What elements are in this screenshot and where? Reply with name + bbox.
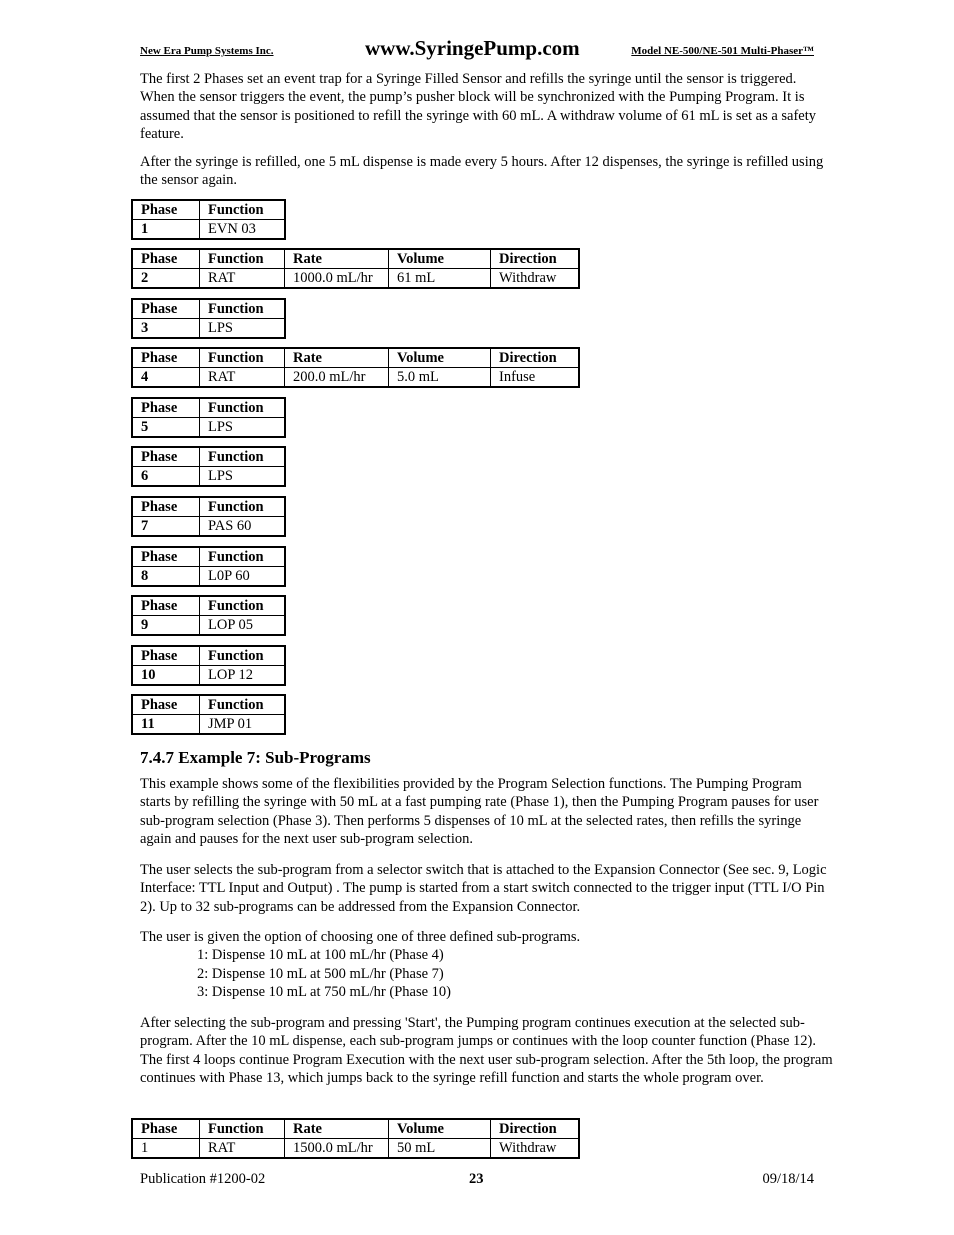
function-value: LOP 05 bbox=[200, 616, 286, 636]
phase-number: 4 bbox=[132, 368, 200, 388]
page-number: 23 bbox=[469, 1171, 484, 1187]
function-header: Function bbox=[200, 200, 286, 220]
function-value: LPS bbox=[200, 418, 286, 438]
table-header-row bbox=[132, 398, 285, 418]
function-header: Function bbox=[200, 596, 286, 616]
phase-header: Phase bbox=[132, 200, 200, 220]
volume-header: Volume bbox=[389, 348, 491, 368]
phase-table-4 bbox=[131, 347, 580, 388]
page-footer bbox=[140, 1171, 814, 1191]
function-value: LPS bbox=[200, 467, 286, 487]
model-name: Model NE-500/NE-501 Multi-Phaser™ bbox=[631, 45, 814, 57]
phase-number: 11 bbox=[132, 715, 200, 735]
function-value: EVN 03 bbox=[200, 220, 286, 240]
table-header-row bbox=[132, 695, 285, 715]
publication-date: 09/18/14 bbox=[762, 1171, 814, 1187]
table-row bbox=[132, 467, 285, 487]
phase-header: Phase bbox=[132, 447, 200, 467]
phase-header: Phase bbox=[132, 596, 200, 616]
rate-value: 1000.0 mL/hr bbox=[285, 269, 389, 289]
table-row bbox=[132, 319, 285, 339]
function-header: Function bbox=[200, 249, 285, 269]
table-header-row bbox=[132, 447, 285, 467]
table-header-row bbox=[132, 497, 285, 517]
function-header: Function bbox=[200, 1119, 285, 1139]
table-row bbox=[132, 567, 285, 587]
direction-header: Direction bbox=[491, 249, 580, 269]
phase-table-3 bbox=[131, 298, 286, 339]
function-header: Function bbox=[200, 348, 285, 368]
publication-number: Publication #1200-02 bbox=[140, 1171, 266, 1187]
function-header: Function bbox=[200, 547, 286, 567]
table-row bbox=[132, 418, 285, 438]
phase-header: Phase bbox=[132, 249, 200, 269]
page-header bbox=[140, 36, 814, 62]
table-header-row bbox=[132, 249, 579, 269]
phase-number: 9 bbox=[132, 616, 200, 636]
phase-table-9 bbox=[131, 595, 286, 636]
phase-number: 1 bbox=[132, 220, 200, 240]
direction-value: Withdraw bbox=[491, 269, 580, 289]
section-heading: 7.4.7 Example 7: Sub-Programs bbox=[140, 748, 371, 767]
list-item: 2: Dispense 10 mL at 500 mL/hr (Phase 7) bbox=[197, 966, 444, 982]
phase-number: 5 bbox=[132, 418, 200, 438]
phase-table-2 bbox=[131, 248, 580, 289]
function-value: PAS 60 bbox=[200, 517, 286, 537]
table-row bbox=[132, 715, 285, 735]
function-header: Function bbox=[200, 695, 286, 715]
phase-table-11 bbox=[131, 694, 286, 735]
direction-value: Withdraw bbox=[491, 1139, 580, 1159]
table-row bbox=[132, 1139, 579, 1159]
phase-number: 8 bbox=[132, 567, 200, 587]
phase-table-8 bbox=[131, 546, 286, 587]
function-header: Function bbox=[200, 497, 286, 517]
rate-header: Rate bbox=[285, 1119, 389, 1139]
phase-header: Phase bbox=[132, 398, 200, 418]
phase-header: Phase bbox=[132, 299, 200, 319]
phase-table-1 bbox=[131, 199, 286, 240]
example7-phase-table-1 bbox=[131, 1118, 580, 1159]
function-header: Function bbox=[200, 447, 286, 467]
company-name: New Era Pump Systems Inc. bbox=[140, 45, 274, 57]
function-value: LOP 12 bbox=[200, 666, 286, 686]
rate-value: 200.0 mL/hr bbox=[285, 368, 389, 388]
table-header-row bbox=[132, 1119, 579, 1139]
phase-header: Phase bbox=[132, 497, 200, 517]
list-item: 1: Dispense 10 mL at 100 mL/hr (Phase 4) bbox=[197, 947, 444, 963]
phase-table-6 bbox=[131, 446, 286, 487]
rate-header: Rate bbox=[285, 249, 389, 269]
options-intro: The user is given the option of choosing one of three defined sub-programs. bbox=[140, 929, 581, 945]
function-header: Function bbox=[200, 646, 286, 666]
refill-paragraph: After the syringe is refilled, one 5 mL dispense is made every 5 hours. After 12 dispenses, the syringe is refilled using the sensor again. bbox=[140, 154, 824, 189]
function-value: RAT bbox=[200, 1139, 285, 1159]
table-header-row bbox=[132, 646, 285, 666]
volume-value: 5.0 mL bbox=[389, 368, 491, 388]
phase-number: 2 bbox=[132, 269, 200, 289]
table-row bbox=[132, 368, 579, 388]
selector-paragraph: The user selects the sub-program from a selector switch that is attached to the Expansion Connector (See sec. 9, Logic Interface: TTL Input and Output) . The pump is started from a start switch connected to the trigger input (TTL I/O Pin 2). Up to 32 sub-programs can be addressed from the Expansion Connector. bbox=[140, 862, 827, 915]
table-row bbox=[132, 269, 579, 289]
function-header: Function bbox=[200, 299, 286, 319]
direction-header: Direction bbox=[491, 348, 580, 368]
function-header: Function bbox=[200, 398, 286, 418]
rate-header: Rate bbox=[285, 348, 389, 368]
table-header-row bbox=[132, 348, 579, 368]
function-value: LPS bbox=[200, 319, 286, 339]
phase-header: Phase bbox=[132, 646, 200, 666]
direction-header: Direction bbox=[491, 1119, 580, 1139]
website-title: www.SyringePump.com bbox=[365, 36, 580, 60]
function-value: L0P 60 bbox=[200, 567, 286, 587]
phase-header: Phase bbox=[132, 348, 200, 368]
volume-value: 50 mL bbox=[389, 1139, 491, 1159]
phase-number: 6 bbox=[132, 467, 200, 487]
phase-number: 3 bbox=[132, 319, 200, 339]
intro-paragraph: The first 2 Phases set an event trap for a Syringe Filled Sensor and refills the syringe until the sensor is triggered. When the sensor triggers the event, the pump’s pusher block will be synchronized with the Pumping Program. It is assumed that the sensor is positioned to refill the syringe with 60 mL. A withdraw volume of 61 mL is set as a safety feature. bbox=[140, 71, 817, 143]
table-row bbox=[132, 220, 285, 240]
table-header-row bbox=[132, 200, 285, 220]
function-value: JMP 01 bbox=[200, 715, 286, 735]
table-header-row bbox=[132, 596, 285, 616]
function-value: RAT bbox=[200, 269, 285, 289]
table-row bbox=[132, 517, 285, 537]
volume-value: 61 mL bbox=[389, 269, 491, 289]
function-value: RAT bbox=[200, 368, 285, 388]
example-description: This example shows some of the flexibilities provided by the Program Selection functions. The Pumping Program starts by refilling the syringe with 50 mL at a fast pumping rate (Phase 1), then the Pumping Program pauses for user sub-program selection (Phase 3). Then performs 5 dispenses of 10 mL at the selected rates, then refills the syringe again and pauses for the next user sub-program selection. bbox=[140, 776, 819, 848]
volume-header: Volume bbox=[389, 1119, 491, 1139]
table-row bbox=[132, 666, 285, 686]
volume-header: Volume bbox=[389, 249, 491, 269]
phase-table-7 bbox=[131, 496, 286, 537]
table-header-row bbox=[132, 299, 285, 319]
table-header-row bbox=[132, 547, 285, 567]
phase-table-5 bbox=[131, 397, 286, 438]
table-row bbox=[132, 616, 285, 636]
phase-number: 1 bbox=[132, 1139, 200, 1159]
phase-header: Phase bbox=[132, 1119, 200, 1139]
list-item: 3: Dispense 10 mL at 750 mL/hr (Phase 10) bbox=[197, 984, 451, 1000]
phase-header: Phase bbox=[132, 547, 200, 567]
phase-number: 7 bbox=[132, 517, 200, 537]
execution-paragraph: After selecting the sub-program and pressing 'Start', the Pumping program continues execution at the selected sub-program. After the 10 mL dispense, each sub-program jumps or continues with the loop counter function (Phase 12). The first 4 loops continue Program Execution with the next user sub-program selection. After the 5th loop, the program continues with Phase 13, which jumps back to the syringe refill function and starts the whole program over. bbox=[140, 1015, 833, 1087]
phase-header: Phase bbox=[132, 695, 200, 715]
direction-value: Infuse bbox=[491, 368, 580, 388]
phase-table-10 bbox=[131, 645, 286, 686]
rate-value: 1500.0 mL/hr bbox=[285, 1139, 389, 1159]
phase-number: 10 bbox=[132, 666, 200, 686]
